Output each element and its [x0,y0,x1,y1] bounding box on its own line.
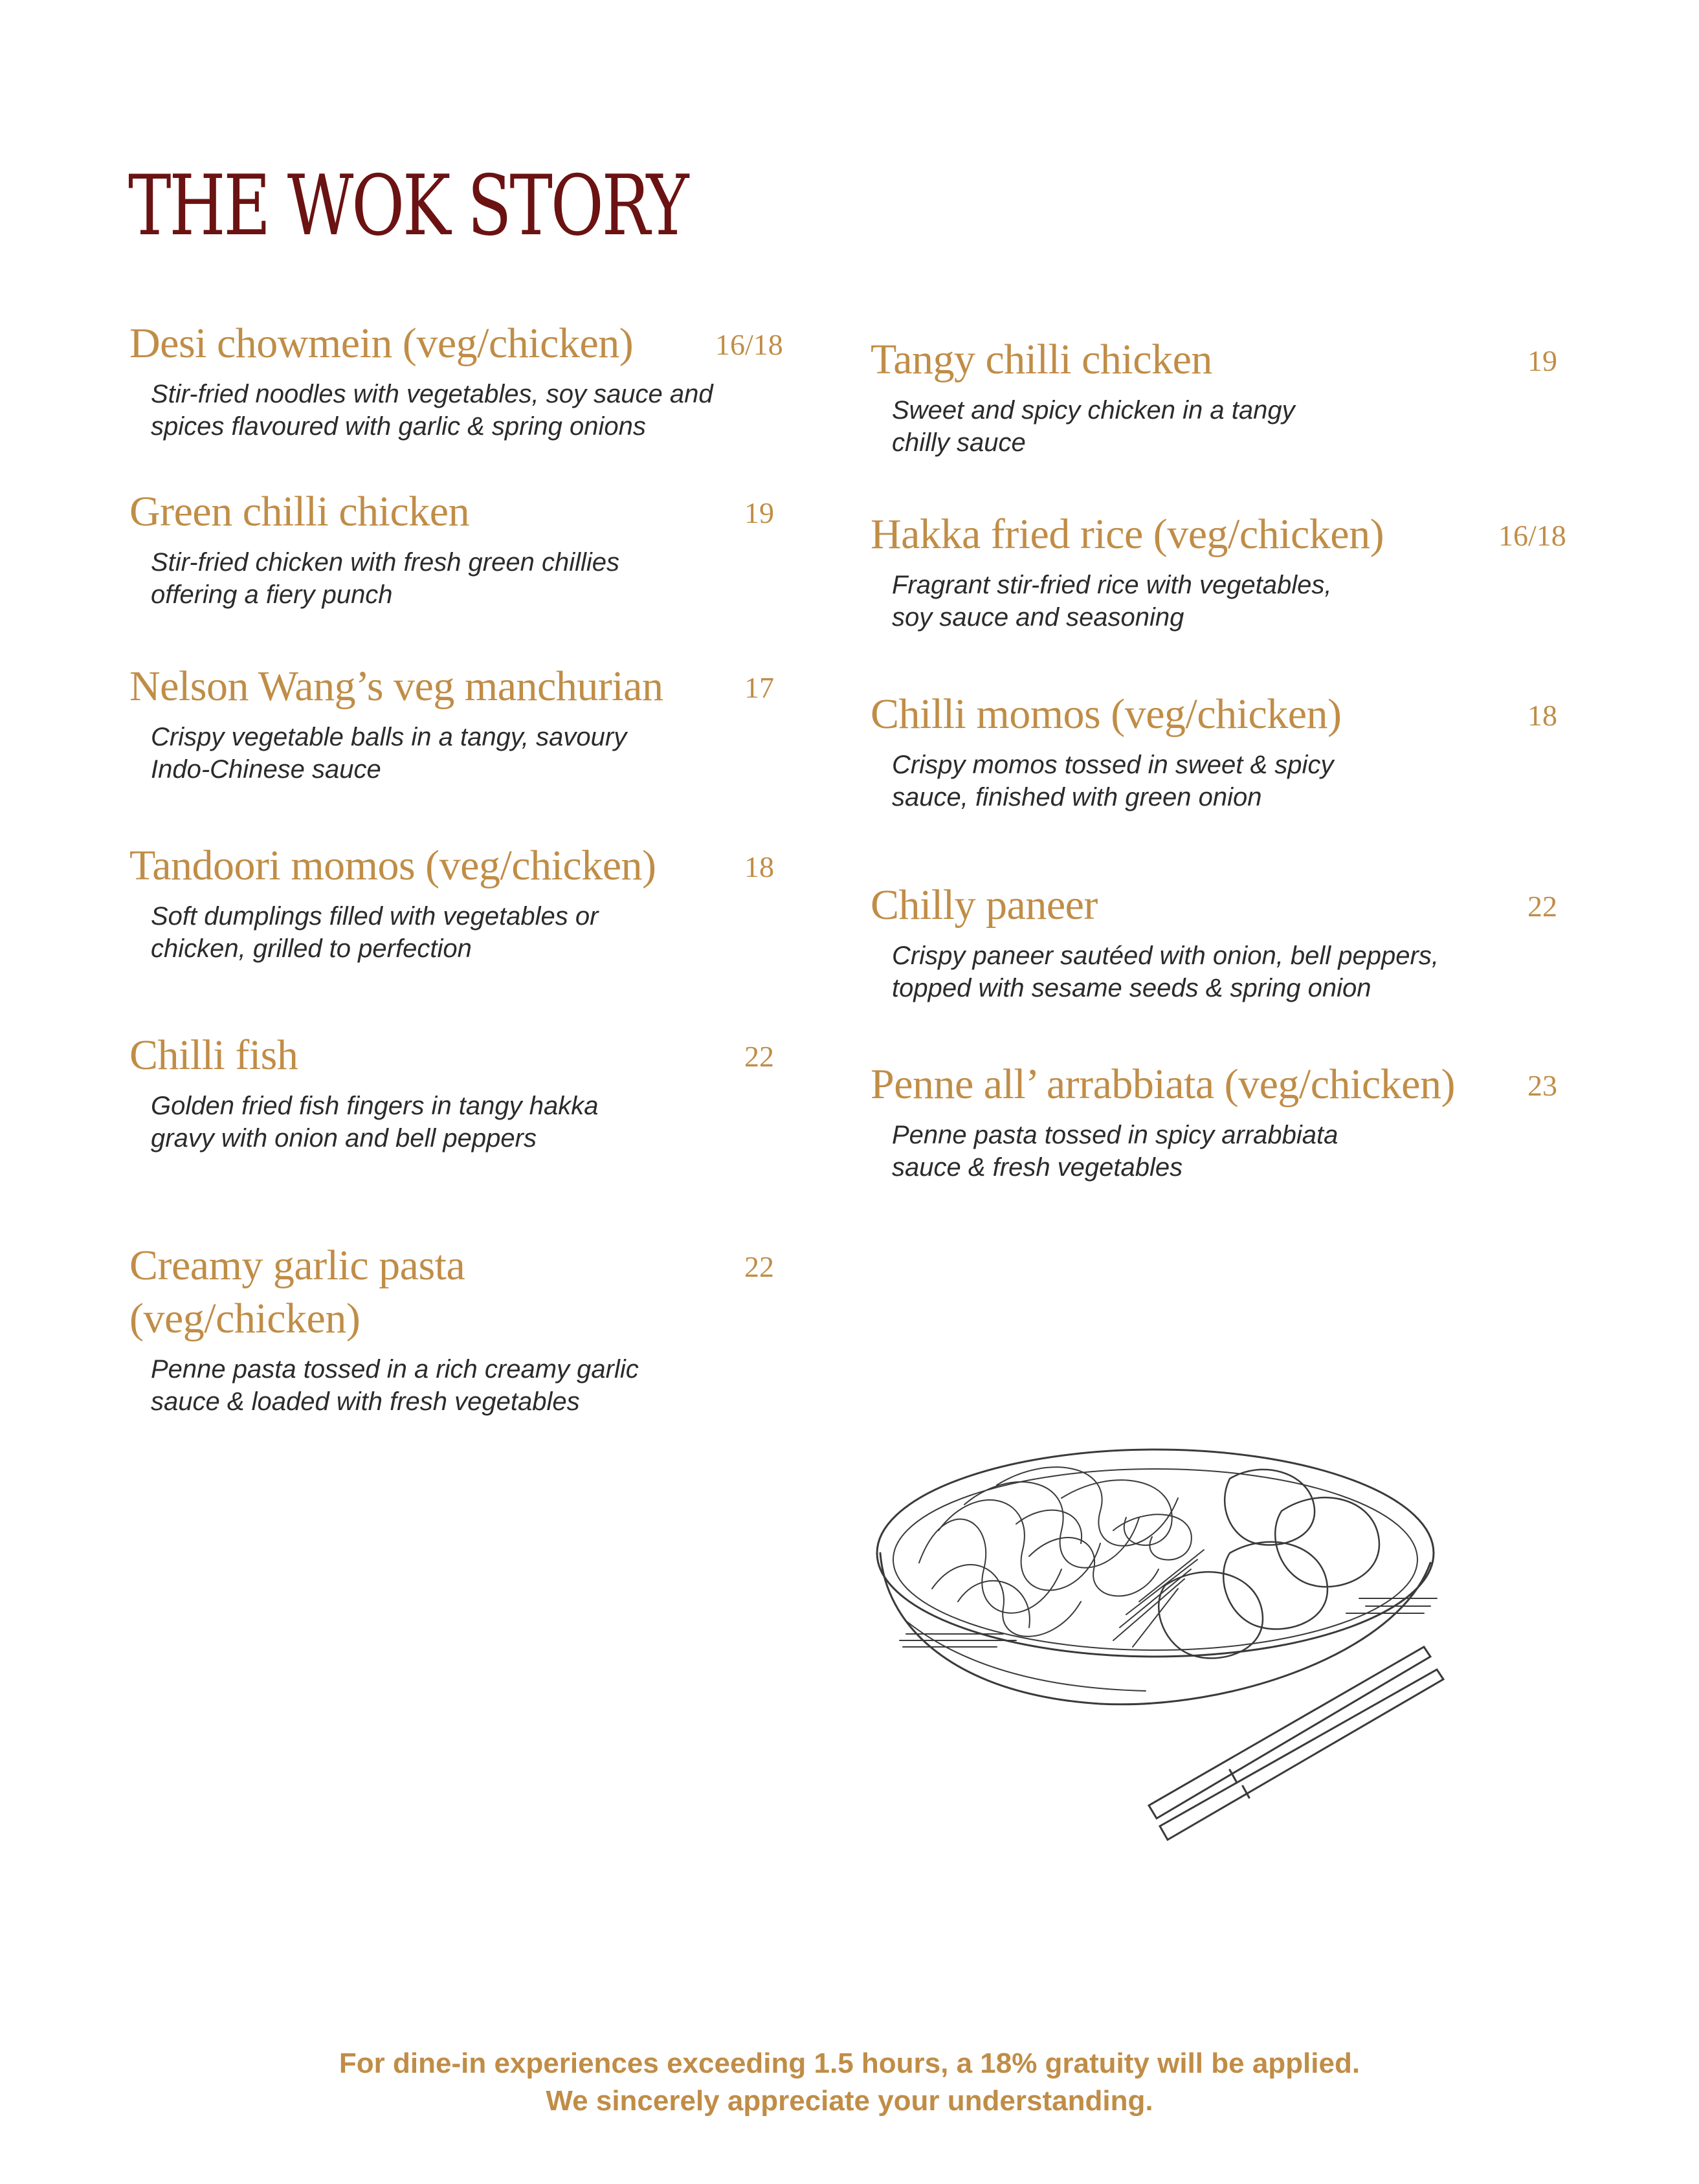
item-price: 16/18 [715,328,783,361]
item-price: 17 [744,671,774,704]
noodle-bowl-with-chopsticks-icon [867,1440,1469,1945]
item-name: Green chilli chicken [129,488,470,535]
footer-line-2: We sincerely appreciate your understanding. [546,2085,1153,2117]
menu-item [129,839,774,965]
item-description: Stir-fried chicken with fresh green chillies offering a fiery punch [151,548,620,609]
item-price: 19 [1527,344,1557,377]
item-price: 22 [1527,890,1557,923]
menu-item [129,1239,774,1418]
item-price: 22 [744,1250,774,1283]
item-description: Penne pasta tossed in spicy arrabbiata sauce & fresh vegetables [892,1121,1338,1182]
gratuity-notice [0,2045,1699,2120]
item-description: Penne pasta tossed in a rich creamy garlic sauce & loaded with fresh vegetables [151,1355,639,1416]
item-name: Desi chowmein (veg/chicken) [129,320,634,367]
item-name: Nelson Wang’s veg manchurian [129,663,663,710]
menu-title: THE WOK STORY [128,158,687,254]
item-name: Chilli momos (veg/chicken) [871,690,1342,738]
menu-item [871,508,1566,634]
item-name: Creamy garlic pasta (veg/chicken) [129,1242,465,1342]
menu-item [871,688,1557,813]
item-price: 22 [744,1040,774,1073]
item-description: Crispy paneer sautéed with onion, bell peppers, topped with sesame seeds & spring onion [892,942,1439,1002]
menu-item [871,879,1557,1004]
menu-item [129,485,774,611]
item-description: Sweet and spicy chicken in a tangy chilly sauce [892,396,1295,457]
item-description: Fragrant stir-fried rice with vegetables, soy sauce and seasoning [892,571,1332,632]
item-name: Hakka fried rice (veg/chicken) [871,511,1384,558]
item-name: Tandoori momos (veg/chicken) [129,842,656,889]
menu-item [129,317,783,443]
item-price: 16/18 [1498,519,1566,552]
item-name: Penne all’ arrabbiata (veg/chicken) [871,1061,1455,1108]
item-price: 23 [1527,1069,1557,1102]
item-description: Soft dumplings filled with vegetables or chicken, grilled to perfection [151,902,599,963]
item-name: Tangy chilli chicken [871,336,1212,383]
menu-item [871,333,1557,459]
menu-item [871,1058,1557,1184]
menu-item [129,1029,774,1154]
item-name: Chilly paneer [871,881,1098,929]
item-name: Chilli fish [129,1031,298,1079]
item-description: Stir-fried noodles with vegetables, soy sauce and spices flavoured with garlic & spring onions [151,380,713,441]
item-price: 18 [1527,699,1557,732]
item-description: Golden fried fish fingers in tangy hakka gravy with onion and bell peppers [151,1092,599,1153]
menu-item [129,660,774,786]
item-description: Crispy vegetable balls in a tangy, savoury Indo-Chinese sauce [151,723,627,784]
footer-line-1: For dine-in experiences exceeding 1.5 hours, a 18% gratuity will be applied. [339,2047,1360,2079]
item-price: 18 [744,850,774,883]
item-description: Crispy momos tossed in sweet & spicy sauce, finished with green onion [892,751,1334,811]
item-price: 19 [744,496,774,529]
